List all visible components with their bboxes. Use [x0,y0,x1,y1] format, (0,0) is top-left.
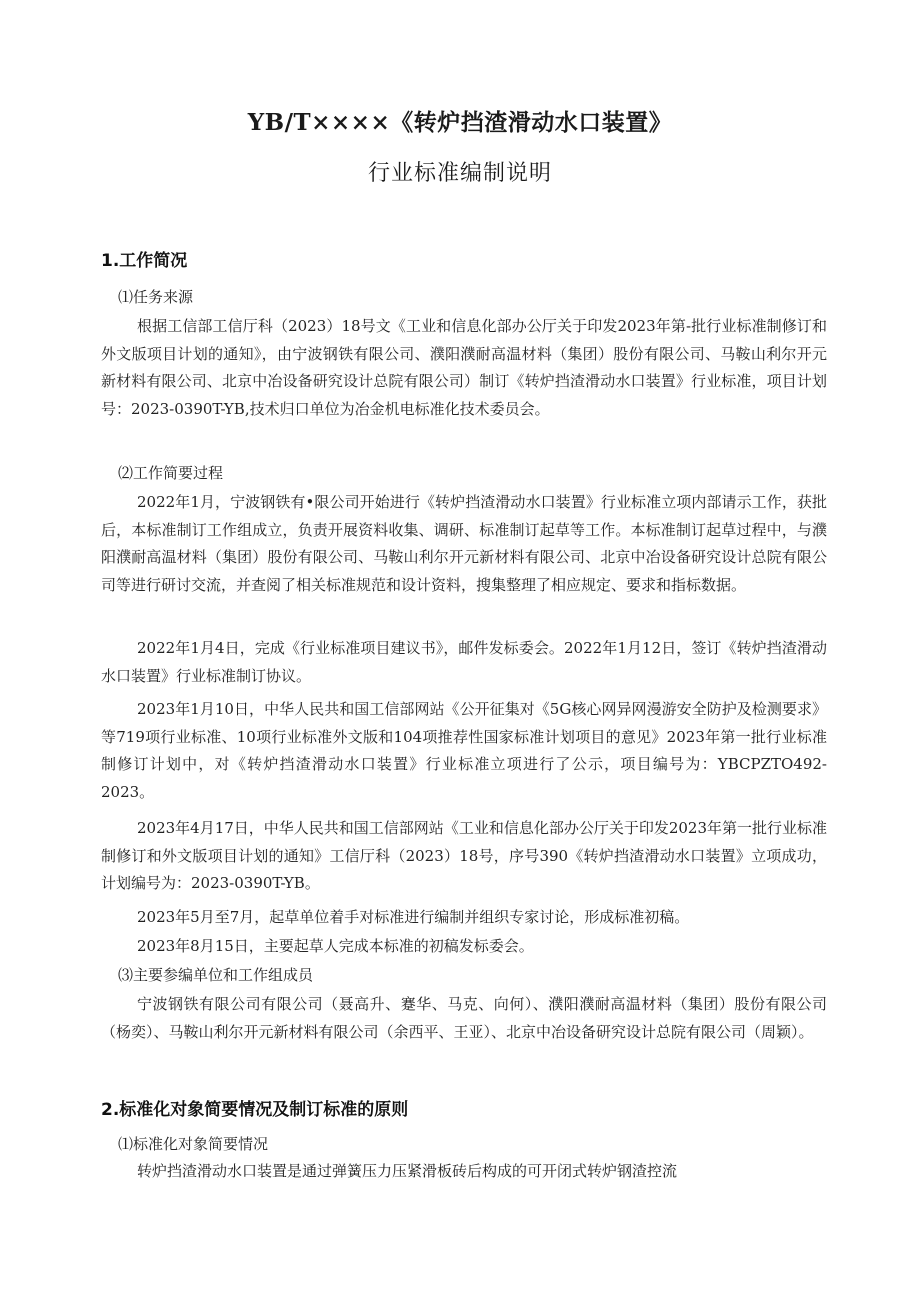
document-subtitle: 行业标准编制说明 [367,161,552,186]
section-1-1-label: ⑴任务来源 [118,288,194,306]
section-1-heading: 1.工作简况 [101,251,188,271]
section-2-1-label: ⑴标准化对象简要情况 [118,1135,269,1153]
section-1-2-paragraph-6: 2023年8月15日，主要起草人完成本标准的初稿发标委会。 [137,937,534,955]
section-1-3-label: ⑶主要参编单位和工作组成员 [118,966,314,984]
document-title: YB/T××××《转炉挡渣滑动水口装置》 [247,109,673,136]
section-1-2-paragraph-2: 2022年1月4日，完成《行业标准项目建议书》，邮件发标委会。2022年1月12日，签订《转炉挡渣滑动水口装置》行业标准制订协议。 [101,639,827,685]
section-1-2-paragraph-1: 2022年1月，宁波钢铁有•限公司开始进行《转炉挡渣滑动水口装置》行业标准立项内部请示工作，获批后，本标准制订工作组成立，负责开展资料收集、调研、标准制订起草等工作。本标准制订起草过程中，与濮阳濮耐高温材料（集团）股份有限公司、马鞍山利尔开元新材料有限公司、北京中冶设备研究设计总院有限公司等进行研讨交流，并查阅了相关标准规范和设计资料，搜集整理了相应规定、要求和指标数据。 [101,493,827,594]
section-1-2-paragraph-3: 2023年1月10日，中华人民共和国工信部网站《公开征集对《5G核心网异网漫游安全防护及检测要求》等719项行业标准、10项行业标准外文版和104项推荐性国家标准计划项目的意见》2023年第一批行业标准制修订计划中，对《转炉挡渣滑动水口装置》行业标准立项进行了公示，项目编号为：YBCPZTO492-2023。 [101,700,827,801]
section-1-1-paragraph: 根据工信部工信厅科（2023）18号文《工业和信息化部办公厅关于印发2023年第-批行业标准制修订和外文版项目计划的通知》，由宁波钢铁有限公司、濮阳濮耐高温材料（集团）股份有限公司、马鞍山利尔开元新材料有限公司、北京中冶设备研究设计总院有限公司）制订《转炉挡渣滑动水口装置》行业标准，项目计划号：2023-0390T-YB,技术归口单位为冶金机电标准化技术委员会。 [101,317,827,418]
section-1-3-paragraph: 宁波钢铁有限公司有限公司（聂高升、蹇华、马克、向何）、濮阳濮耐高温材料（集团）股份有限公司（杨奕）、马鞍山利尔开元新材料有限公司（余西平、王亚）、北京中冶设备研究设计总院有限公司（周颖）。 [101,995,827,1041]
section-2-1-paragraph: 转炉挡渣滑动水口装置是通过弹簧压力压紧滑板砖后构成的可开闭式转炉钢渣控流 [137,1162,678,1180]
section-1-2-label: ⑵工作简要过程 [118,464,224,482]
section-1-2-paragraph-4: 2023年4月17日，中华人民共和国工信部网站《工业和信息化部办公厅关于印发2023年第一批行业标准制修订和外文版项目计划的通知》工信厅科（2023）18号，序号390《转炉挡渣滑动水口装置》立项成功，计划编号为：2023-0390T-YB。 [101,819,827,892]
section-1-2-paragraph-5: 2023年5月至7月，起草单位着手对标准进行编制并组织专家讨论，形成标准初稿。 [137,908,690,926]
section-2-heading: 2.标准化对象简要情况及制订标准的原则 [101,1100,409,1120]
